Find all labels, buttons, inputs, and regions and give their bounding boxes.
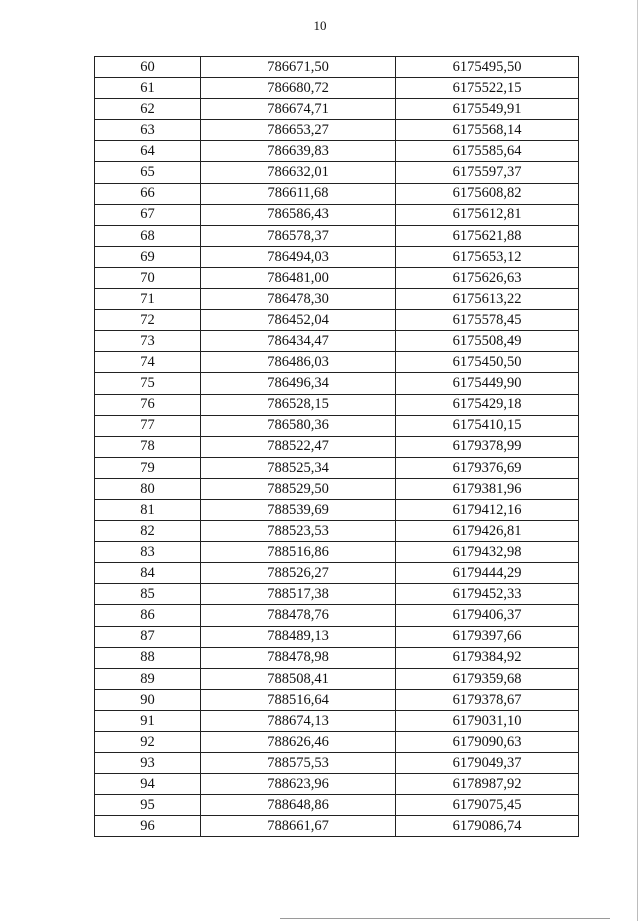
point-number-cell: 68 [95, 225, 201, 246]
x-coordinate-cell: 788517,38 [201, 584, 396, 605]
table-row [95, 521, 579, 542]
point-number-cell: 82 [95, 521, 201, 542]
table-row [95, 225, 579, 246]
point-number-cell: 90 [95, 689, 201, 710]
table-row [95, 120, 579, 141]
coordinates-table-body [95, 57, 579, 837]
x-coordinate-cell: 788575,53 [201, 753, 396, 774]
table-row [95, 415, 579, 436]
y-coordinate-cell: 6175626,63 [396, 267, 579, 288]
table-row [95, 436, 579, 457]
point-number-cell: 65 [95, 162, 201, 183]
x-coordinate-cell: 788523,53 [201, 521, 396, 542]
x-coordinate-cell: 786680,72 [201, 78, 396, 99]
table-row [95, 267, 579, 288]
table-row [95, 57, 579, 78]
table-row [95, 499, 579, 520]
point-number-cell: 77 [95, 415, 201, 436]
y-coordinate-cell: 6179049,37 [396, 753, 579, 774]
x-coordinate-cell: 788648,86 [201, 795, 396, 816]
table-row [95, 753, 579, 774]
y-coordinate-cell: 6179075,45 [396, 795, 579, 816]
point-number-cell: 70 [95, 267, 201, 288]
y-coordinate-cell: 6175612,81 [396, 204, 579, 225]
table-row [95, 310, 579, 331]
point-number-cell: 91 [95, 710, 201, 731]
point-number-cell: 67 [95, 204, 201, 225]
x-coordinate-cell: 788478,76 [201, 605, 396, 626]
y-coordinate-cell: 6175508,49 [396, 331, 579, 352]
x-coordinate-cell: 786580,36 [201, 415, 396, 436]
x-coordinate-cell: 788522,47 [201, 436, 396, 457]
y-coordinate-cell: 6175578,45 [396, 310, 579, 331]
x-coordinate-cell: 788516,64 [201, 689, 396, 710]
x-coordinate-cell: 788508,41 [201, 668, 396, 689]
table-row [95, 183, 579, 204]
x-coordinate-cell: 788674,13 [201, 710, 396, 731]
table-row [95, 246, 579, 267]
x-coordinate-cell: 788539,69 [201, 499, 396, 520]
x-coordinate-cell: 786486,03 [201, 352, 396, 373]
x-coordinate-cell: 788626,46 [201, 732, 396, 753]
table-row [95, 647, 579, 668]
y-coordinate-cell: 6175522,15 [396, 78, 579, 99]
table-row [95, 78, 579, 99]
point-number-cell: 72 [95, 310, 201, 331]
point-number-cell: 64 [95, 141, 201, 162]
table-row [95, 668, 579, 689]
y-coordinate-cell: 6179432,98 [396, 542, 579, 563]
y-coordinate-cell: 6175495,50 [396, 57, 579, 78]
table-row [95, 732, 579, 753]
y-coordinate-cell: 6179381,96 [396, 478, 579, 499]
point-number-cell: 88 [95, 647, 201, 668]
scan-edge-right [637, 0, 638, 921]
y-coordinate-cell: 6175597,37 [396, 162, 579, 183]
y-coordinate-cell: 6175429,18 [396, 394, 579, 415]
x-coordinate-cell: 788661,67 [201, 816, 396, 837]
y-coordinate-cell: 6175410,15 [396, 415, 579, 436]
x-coordinate-cell: 788529,50 [201, 478, 396, 499]
table-row [95, 710, 579, 731]
y-coordinate-cell: 6179397,66 [396, 626, 579, 647]
point-number-cell: 85 [95, 584, 201, 605]
x-coordinate-cell: 786452,04 [201, 310, 396, 331]
point-number-cell: 84 [95, 563, 201, 584]
y-coordinate-cell: 6179406,37 [396, 605, 579, 626]
table-row [95, 141, 579, 162]
y-coordinate-cell: 6179090,63 [396, 732, 579, 753]
x-coordinate-cell: 786674,71 [201, 99, 396, 120]
point-number-cell: 66 [95, 183, 201, 204]
y-coordinate-cell: 6175549,91 [396, 99, 579, 120]
x-coordinate-cell: 786586,43 [201, 204, 396, 225]
y-coordinate-cell: 6179412,16 [396, 499, 579, 520]
x-coordinate-cell: 786494,03 [201, 246, 396, 267]
table-row [95, 373, 579, 394]
x-coordinate-cell: 786578,37 [201, 225, 396, 246]
scan-edge-bottom [280, 918, 610, 919]
y-coordinate-cell: 6179086,74 [396, 816, 579, 837]
table-row [95, 689, 579, 710]
y-coordinate-cell: 6175449,90 [396, 373, 579, 394]
point-number-cell: 87 [95, 626, 201, 647]
x-coordinate-cell: 786496,34 [201, 373, 396, 394]
point-number-cell: 75 [95, 373, 201, 394]
point-number-cell: 92 [95, 732, 201, 753]
point-number-cell: 83 [95, 542, 201, 563]
x-coordinate-cell: 786528,15 [201, 394, 396, 415]
x-coordinate-cell: 786434,47 [201, 331, 396, 352]
page-number: 10 [313, 18, 327, 33]
x-coordinate-cell: 786611,68 [201, 183, 396, 204]
point-number-cell: 61 [95, 78, 201, 99]
y-coordinate-cell: 6175621,88 [396, 225, 579, 246]
y-coordinate-cell: 6175585,64 [396, 141, 579, 162]
point-number-cell: 81 [95, 499, 201, 520]
point-number-cell: 78 [95, 436, 201, 457]
x-coordinate-cell: 788489,13 [201, 626, 396, 647]
point-number-cell: 76 [95, 394, 201, 415]
x-coordinate-cell: 788478,98 [201, 647, 396, 668]
point-number-cell: 94 [95, 774, 201, 795]
table-row [95, 204, 579, 225]
x-coordinate-cell: 786632,01 [201, 162, 396, 183]
y-coordinate-cell: 6175653,12 [396, 246, 579, 267]
point-number-cell: 63 [95, 120, 201, 141]
y-coordinate-cell: 6179378,67 [396, 689, 579, 710]
point-number-cell: 73 [95, 331, 201, 352]
point-number-cell: 93 [95, 753, 201, 774]
table-row [95, 816, 579, 837]
y-coordinate-cell: 6179384,92 [396, 647, 579, 668]
point-number-cell: 74 [95, 352, 201, 373]
point-number-cell: 96 [95, 816, 201, 837]
y-coordinate-cell: 6179426,81 [396, 521, 579, 542]
table-row [95, 542, 579, 563]
table-row [95, 289, 579, 310]
y-coordinate-cell: 6179452,33 [396, 584, 579, 605]
point-number-cell: 69 [95, 246, 201, 267]
point-number-cell: 95 [95, 795, 201, 816]
point-number-cell: 62 [95, 99, 201, 120]
x-coordinate-cell: 786671,50 [201, 57, 396, 78]
y-coordinate-cell: 6179444,29 [396, 563, 579, 584]
point-number-cell: 79 [95, 457, 201, 478]
y-coordinate-cell: 6175613,22 [396, 289, 579, 310]
x-coordinate-cell: 786653,27 [201, 120, 396, 141]
y-coordinate-cell: 6175608,82 [396, 183, 579, 204]
y-coordinate-cell: 6179376,69 [396, 457, 579, 478]
y-coordinate-cell: 6179031,10 [396, 710, 579, 731]
table-row [95, 795, 579, 816]
y-coordinate-cell: 6178987,92 [396, 774, 579, 795]
y-coordinate-cell: 6179378,99 [396, 436, 579, 457]
table-row [95, 457, 579, 478]
point-number-cell: 71 [95, 289, 201, 310]
table-row [95, 626, 579, 647]
table-row [95, 605, 579, 626]
x-coordinate-cell: 786481,00 [201, 267, 396, 288]
y-coordinate-cell: 6175450,50 [396, 352, 579, 373]
table-row [95, 478, 579, 499]
table-row [95, 99, 579, 120]
table-row [95, 774, 579, 795]
x-coordinate-cell: 788623,96 [201, 774, 396, 795]
point-number-cell: 89 [95, 668, 201, 689]
x-coordinate-cell: 786639,83 [201, 141, 396, 162]
point-number-cell: 60 [95, 57, 201, 78]
table-row [95, 352, 579, 373]
coordinates-table [94, 56, 579, 837]
x-coordinate-cell: 788516,86 [201, 542, 396, 563]
point-number-cell: 80 [95, 478, 201, 499]
y-coordinate-cell: 6179359,68 [396, 668, 579, 689]
point-number-cell: 86 [95, 605, 201, 626]
table-row [95, 162, 579, 183]
table-row [95, 331, 579, 352]
y-coordinate-cell: 6175568,14 [396, 120, 579, 141]
table-row [95, 394, 579, 415]
x-coordinate-cell: 788525,34 [201, 457, 396, 478]
table-row [95, 563, 579, 584]
x-coordinate-cell: 788526,27 [201, 563, 396, 584]
x-coordinate-cell: 786478,30 [201, 289, 396, 310]
table-row [95, 584, 579, 605]
